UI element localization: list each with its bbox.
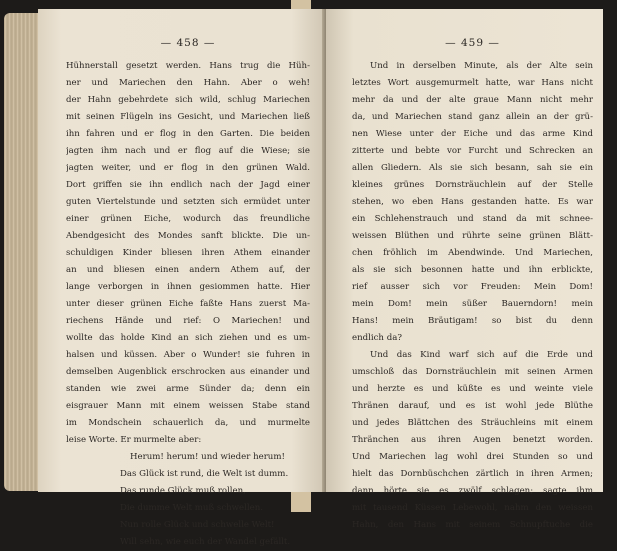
text-line: dann hörte sie es zwölf schlagen; sagte ihm	[352, 486, 593, 496]
text-line: eisgrauer Mann mit einem weissen Stabe stand	[66, 401, 310, 411]
verse-line: Will sehn, wie euch der Wandel gefällt.	[120, 537, 291, 547]
text-line: standen wie zwei arme Sünder da; denn ein	[66, 384, 310, 394]
text-line: letztes Wort ausgemurmelt hatte, war Hans nicht	[352, 78, 593, 88]
verse-line: Herum! herum! und wieder herum!	[130, 452, 285, 462]
text-line: jagten weiter, und er flog in den grünen Wald.	[66, 163, 310, 173]
page-number-left: — 458 —	[160, 37, 216, 49]
text-line: lange verborgen in ihnen gesiommen hatte. Hier	[66, 282, 310, 292]
open-book	[4, 9, 604, 547]
text-line: rief ausser sich vor Freuden: Mein Dom!	[352, 282, 593, 292]
text-line: wollte das holde Kind an sich ziehen und es um-	[66, 333, 310, 343]
text-line: Hans! mein Bräutigam! so bist du denn	[352, 316, 593, 326]
text-line: an und bliesen einen andern Athem auf, der	[66, 265, 310, 275]
text-line: Und Mariechen lag wohl drei Stunden so und	[352, 452, 593, 462]
text-line: mit seinen Flügeln ins Gesicht, und Mariechen ließ	[66, 112, 310, 122]
text-line: allen Gliedern. Als sie sich besann, sah sie ein	[352, 163, 593, 173]
text-line: mehr da und der alte graue Mann nicht mehr	[352, 95, 593, 105]
verse-line: Das runde Glück muß rollen,	[120, 486, 246, 496]
text-line: ein Schlehenstrauch und stand da mit schnee-	[352, 214, 593, 224]
verse-line: Nun rolle Glück und schwelle Welt!	[120, 520, 275, 530]
text-line: Und in derselben Minute, als der Alte sein	[370, 61, 593, 71]
text-line: mein Dom! mein süßer Bauerndorn! mein	[352, 299, 593, 309]
text-line: als sie sich besonnen hatte und ihn erblickte,	[352, 265, 593, 275]
left-page	[38, 9, 326, 547]
text-line: weissen Blüthen und rührte seine grünen Blätt-	[352, 231, 593, 241]
text-line: ihn fahren und er flog in den Garten. Die beiden	[66, 129, 310, 139]
text-line: schuldigen Kinder bliesen ihren Athem einander	[66, 248, 310, 258]
text-line: Abendgesicht des Mondes sanft blickte. Die un-	[66, 231, 310, 241]
text-line: halsen und küssen. Aber o Wunder! sie fuhren in	[66, 350, 310, 360]
page-edges	[4, 13, 42, 491]
text-line: und jedes Blättchen des Sträuchleins mit einem	[352, 418, 593, 428]
text-line: der Hahn gebehrdete sich wild, schlug Mariechen	[66, 95, 310, 105]
text-line: jagten ihm nach und er flog auf die Wiese; sie	[66, 146, 310, 156]
text-line: riechens Hände und rief: O Mariechen! und	[66, 316, 310, 326]
page-number-right: — 459 —	[445, 37, 500, 49]
right-page-text	[352, 58, 593, 534]
text-line: guten Viertelstunde und setzten sich ermüdet unter	[66, 197, 310, 207]
text-line: Dort griffen sie ihn endlich nach der Jagd einer	[66, 180, 310, 190]
verse-line: Das Glück ist rund, die Welt ist dumm.	[120, 469, 289, 479]
text-line: kleines grünes Dornsträuchlein auf der Stelle	[352, 180, 593, 190]
text-line: im Mondschein schauerlich da, und murmelte	[66, 418, 310, 428]
text-line: und herzte es und küßte es und weinte viele	[352, 384, 593, 394]
text-line: zitterte und bebte vor Furcht und Schrecken an	[352, 146, 593, 156]
left-page-text	[66, 58, 310, 449]
text-line: chen fröhlich im Abendwinde. Und Mariechen,	[352, 248, 593, 258]
right-page	[326, 9, 603, 530]
text-line: Thränchen aus ihren Augen benetzt worden.	[352, 435, 593, 445]
verse-line: Die dumme Welt muß schwellen.	[120, 503, 263, 513]
text-line: da, und Mariechen stand ganz allein an der grü-	[352, 112, 593, 122]
text-line: demselben Augenblick erschrocken aus einander und	[66, 367, 310, 377]
text-line: unter dieser grünen Eiche faßte Hans zuerst Ma-	[66, 299, 310, 309]
text-line: Thränen darauf, und es ist wohl jede Blüthe	[352, 401, 593, 411]
text-line: nen Wiese unter der Eiche und das arme Kind	[352, 129, 593, 139]
text-line: mit tausend Küssen Lebewohl, nahm den weissen	[352, 503, 593, 513]
text-line: Und das Kind warf sich auf die Erde und	[370, 350, 593, 360]
text-line: ner und Mariechen den Hahn. Aber o weh!	[66, 78, 310, 88]
text-line: hielt das Dornbüschchen zärtlich in ihren Armen;	[352, 469, 593, 479]
text-line: endlich da?	[352, 333, 402, 343]
text-line: Hahn, den Hans mit seinem Schnupftuche die	[352, 520, 593, 530]
text-line: umschloß das Dornsträuchlein mit seinen Armen	[352, 367, 593, 377]
text-line: einer grünen Eiche, wodurch das freundliche	[66, 214, 310, 224]
text-line: stehen, wo eben Hans gestanden hatte. Es war	[352, 197, 593, 207]
text-line: Hühnerstall gesetzt werden. Hans trug die Hüh-	[66, 61, 310, 71]
verse-block	[120, 449, 310, 551]
text-line: leise Worte. Er murmelte aber:	[66, 435, 202, 445]
